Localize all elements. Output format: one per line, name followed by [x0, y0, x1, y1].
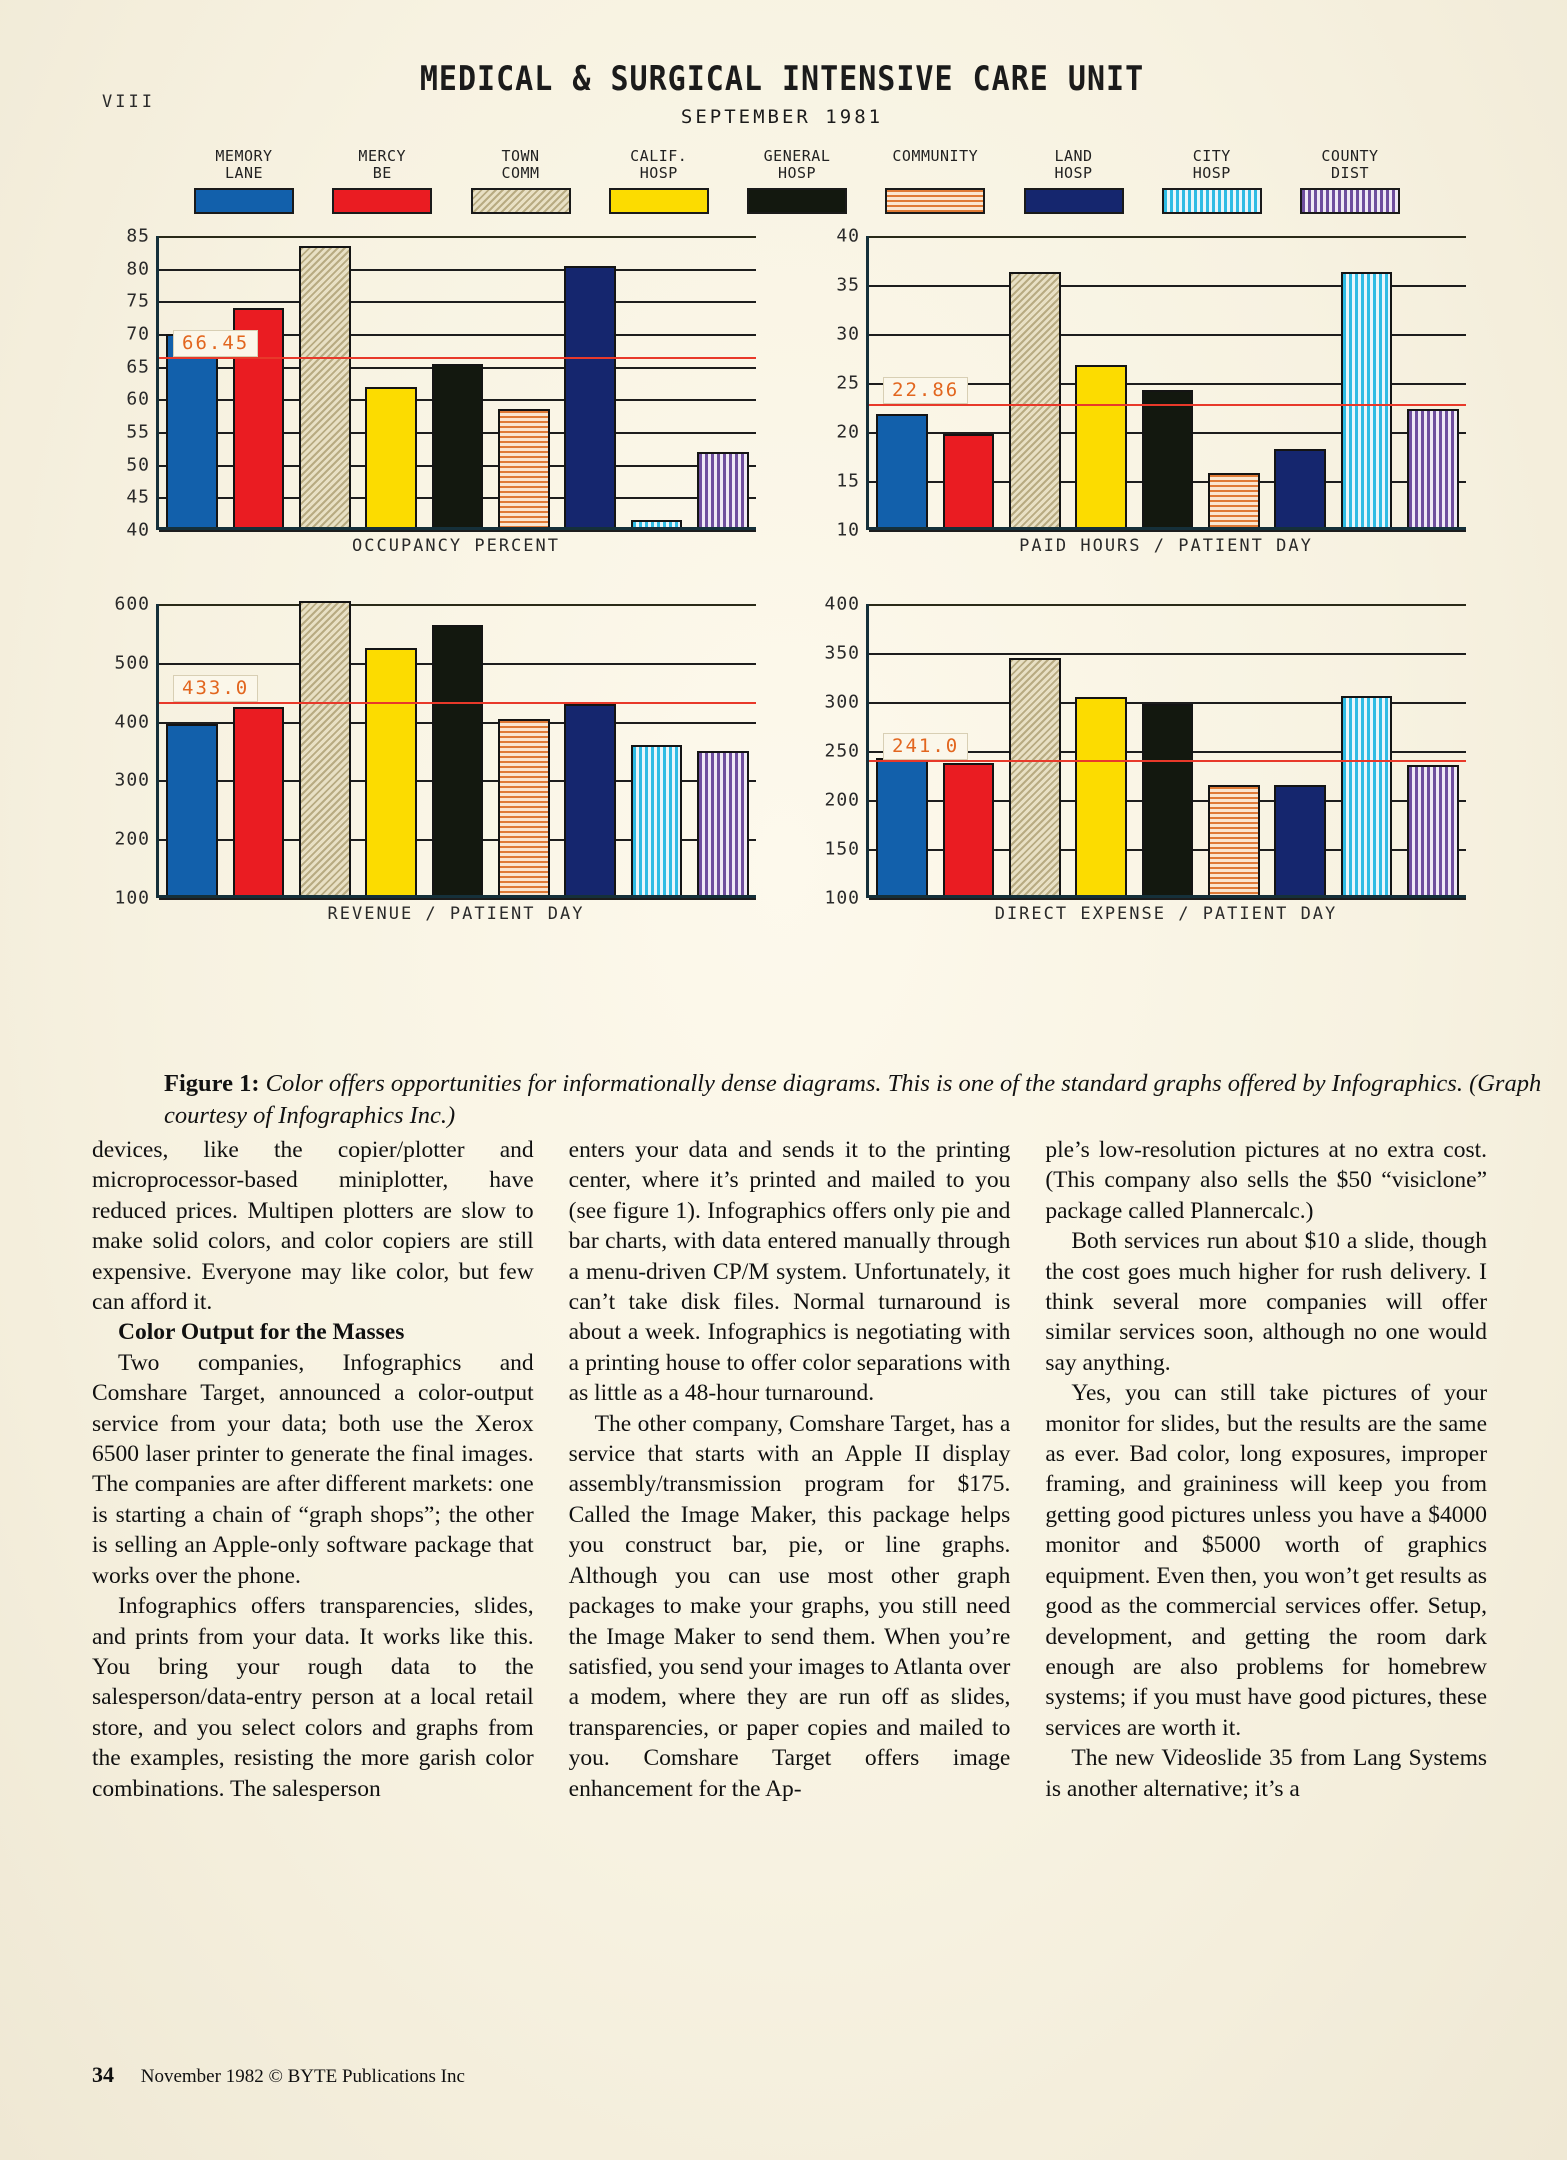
paragraph: The new Videoslide 35 from Lang Systems is another alternative; it’s a: [1045, 1745, 1488, 1802]
bar-slot: [1201, 604, 1267, 895]
bar-chart: [78, 225, 768, 586]
legend-item-sublabel: BE: [372, 164, 392, 182]
bar-slot: [557, 604, 623, 895]
bar: [1407, 409, 1459, 527]
article-column-3: [1045, 1135, 1487, 2025]
legend-item-label: MEMORY: [215, 147, 273, 165]
y-axis-tick-label: 15: [836, 470, 860, 492]
bar-chart: [78, 593, 768, 954]
bar: [564, 704, 616, 895]
bar: [1009, 658, 1061, 895]
y-axis-tick-label: 25: [836, 372, 860, 394]
paragraph: devices, like the copier/plotter and microprocessor-based miniplotter, have reduced prices. Multipen plotters are slow to make solid colors, and color copiers are still expensive. Everyone may like color, but few can afford it.: [92, 1137, 534, 1316]
gridline: [159, 898, 756, 900]
page-number: 34: [92, 2062, 114, 2087]
bar: [1341, 696, 1393, 895]
y-axis-tick-label: 200: [114, 828, 150, 850]
bar-slot: [292, 604, 358, 895]
y-axis: [788, 225, 866, 541]
bar-slot: [358, 236, 424, 527]
y-axis: [78, 593, 156, 909]
y-axis-tick-label: 100: [824, 887, 860, 909]
bar: [631, 745, 683, 895]
plot-area: [156, 236, 756, 530]
article-column-1: [92, 1135, 534, 2025]
bar: [498, 409, 550, 527]
plot-subtitle: SEPTEMBER 1981: [680, 106, 884, 128]
bar: [299, 246, 351, 527]
legend-item-label: CITY: [1192, 147, 1231, 165]
legend-item-sublabel: [873, 165, 997, 182]
paragraph: enters your data and sends it to the printing center, where it’s printed and mailed to you (see figure 1). Infographics offers only pie and bar charts, with data entered manually through a menu-driven CP/M system. Unfortunately, it can’t take disk files. Normal turnaround is about a week. Infographics is negotiating with a printing house to offer color separations with as little as a 48-hour turnaround.: [568, 1137, 1011, 1407]
bar-slot: [358, 604, 424, 895]
y-axis-tick-label: 500: [114, 652, 150, 674]
bar: [166, 334, 218, 527]
y-axis-tick-label: 250: [824, 740, 860, 762]
legend-item: [735, 148, 859, 214]
bar-slot: [1134, 236, 1200, 527]
bar-series: [159, 236, 756, 527]
y-axis-tick-label: 45: [126, 486, 150, 508]
reference-line: [159, 702, 756, 704]
bar-slot: [1068, 604, 1134, 895]
legend-color-swatch: [885, 188, 985, 214]
bar: [1341, 272, 1393, 527]
chart-grid: [72, 225, 1492, 976]
legend-item-sublabel: HOSP: [639, 164, 678, 182]
bar: [876, 758, 928, 895]
bar: [1075, 697, 1127, 895]
bar: [498, 719, 550, 895]
legend-color-swatch: [1300, 188, 1400, 214]
legend-color-swatch: [609, 188, 709, 214]
bar-slot: [491, 604, 557, 895]
gridline: [869, 530, 1466, 532]
bar-slot: [424, 604, 490, 895]
bar-slot: [1134, 604, 1200, 895]
legend-item-sublabel: LANE: [224, 164, 264, 182]
bar-chart: [788, 593, 1478, 954]
bar: [1208, 785, 1260, 895]
legend-color-swatch: [1024, 188, 1124, 214]
y-axis-tick-label: 40: [126, 519, 150, 541]
legend-item: [1012, 148, 1136, 214]
figure-1: [72, 40, 1542, 1129]
bar-slot: [491, 236, 557, 527]
legend-item: [320, 148, 444, 214]
bar-slot: [623, 236, 689, 527]
reference-line: [159, 357, 756, 359]
bar: [1142, 390, 1194, 527]
article-body: [92, 1135, 1487, 2025]
bar: [697, 452, 749, 527]
legend-item-sublabel: HOSP: [1192, 164, 1231, 182]
legend-item-label: TOWN: [501, 147, 540, 165]
y-axis: [78, 225, 156, 541]
x-axis-label: REVENUE / PATIENT DAY: [327, 904, 585, 924]
reference-line-label: 22.86: [883, 377, 968, 404]
bar-slot: [1333, 604, 1399, 895]
y-axis-tick-label: 350: [824, 642, 860, 664]
bar: [365, 648, 417, 895]
x-axis-label: PAID HOURS / PATIENT DAY: [1019, 536, 1313, 556]
bar: [432, 364, 484, 527]
legend-item-label: MERCY: [358, 147, 407, 165]
bar-slot: [292, 236, 358, 527]
article-column-2: [569, 1135, 1011, 2025]
y-axis-tick-label: 30: [836, 323, 860, 345]
plot-roman-numeral: VIII: [102, 92, 155, 112]
y-axis-tick-label: 400: [824, 593, 860, 615]
bar: [943, 434, 995, 527]
bar-slot: [690, 604, 756, 895]
bar-slot: [557, 236, 623, 527]
paragraph: ple’s low-resolution pictures at no extra cost. (This company also sells the $50 “visiclone” package called Plannercalc.): [1045, 1137, 1488, 1224]
bar: [432, 625, 484, 895]
figure-caption-label: Figure 1:: [164, 1070, 260, 1097]
figure-caption: [164, 1068, 1559, 1132]
y-axis-tick-label: 60: [126, 388, 150, 410]
legend-item: [873, 148, 997, 214]
legend-color-swatch: [194, 188, 294, 214]
bar-slot: [1400, 236, 1466, 527]
gridline: [159, 530, 756, 532]
article-subheading: Color Output for the Masses: [118, 1319, 405, 1346]
y-axis-tick-label: 20: [836, 421, 860, 443]
bar: [1208, 473, 1260, 527]
bar: [1142, 704, 1194, 895]
bar-slot: [1400, 604, 1466, 895]
reference-line-label: 66.45: [173, 330, 258, 357]
chart-legend: [182, 148, 1412, 214]
bar-slot: [1201, 236, 1267, 527]
legend-item-label: COMMUNITY: [892, 147, 979, 165]
legend-item: [1288, 148, 1412, 214]
bar: [1009, 272, 1061, 527]
bar: [631, 520, 683, 527]
gridline: [869, 898, 1466, 900]
bar: [233, 707, 285, 895]
reference-line: [869, 760, 1466, 762]
legend-item: [597, 148, 721, 214]
bar: [1075, 365, 1127, 527]
y-axis-tick-label: 80: [126, 258, 150, 280]
legend-color-swatch: [747, 188, 847, 214]
plot-title: MEDICAL & SURGICAL INTENSIVE CARE UNIT: [419, 59, 1145, 100]
reference-line-label: 433.0: [173, 675, 258, 702]
y-axis-tick-label: 50: [126, 454, 150, 476]
bar-slot: [1002, 236, 1068, 527]
x-axis-label: OCCUPANCY PERCENT: [352, 536, 560, 556]
plot-area: [156, 604, 756, 898]
y-axis-tick-label: 400: [114, 711, 150, 733]
y-axis-tick-label: 65: [126, 356, 150, 378]
legend-item-sublabel: DIST: [1330, 164, 1370, 182]
paragraph: Both services run about $10 a slide, though the cost goes much higher for rush delivery. I think several more companies will offer similar services soon, although no one would say anything.: [1045, 1228, 1488, 1376]
y-axis-tick-label: 200: [824, 789, 860, 811]
reference-line-label: 241.0: [883, 733, 968, 760]
y-axis: [788, 593, 866, 909]
y-axis-tick-label: 40: [836, 225, 860, 247]
plot-header: [72, 40, 1492, 160]
bar-slot: [690, 236, 756, 527]
bar-slot: [1267, 236, 1333, 527]
y-axis-tick-label: 600: [114, 593, 150, 615]
y-axis-tick-label: 100: [114, 887, 150, 909]
paragraph: Yes, you can still take pictures of your monitor for slides, but the results are the same as ever. Bad color, long exposures, improper framing, and graininess will keep you from getting good pictures unless you have a $4000 monitor and $5000 worth of graphics equipment. Even then, you won’t get results as good as the commercial services offer. Setup, development, and getting the room dark enough are also problems for homebrew systems; if you must have good pictures, these services are worth it.: [1045, 1380, 1488, 1741]
legend-item-sublabel: HOSP: [777, 164, 817, 182]
bar-slot: [1002, 604, 1068, 895]
legend-item-label: LAND: [1054, 147, 1093, 165]
bar: [1274, 785, 1326, 895]
bar-slot: [623, 604, 689, 895]
legend-color-swatch: [332, 188, 432, 214]
legend-item: [1150, 148, 1274, 214]
bar: [166, 724, 218, 895]
bar: [1274, 449, 1326, 527]
y-axis-tick-label: 75: [126, 290, 150, 312]
x-axis-label: DIRECT EXPENSE / PATIENT DAY: [994, 904, 1338, 924]
legend-item-label: CALIF.: [630, 147, 688, 165]
legend-item-sublabel: COMM: [501, 164, 540, 182]
legend-item: [459, 148, 583, 214]
plot-area: [866, 236, 1466, 530]
plot-area: [866, 604, 1466, 898]
bar-slot: [1333, 236, 1399, 527]
y-axis-tick-label: 300: [114, 769, 150, 791]
bar: [299, 601, 351, 895]
bar: [697, 751, 749, 895]
y-axis-tick-label: 70: [126, 323, 150, 345]
paragraph: The other company, Comshare Target, has a service that starts with an Apple II display assembly/transmission program for $175. Called the Image Maker, this package helps you construct bar, pie, or line graphs. Although you can use most other graph packages to make your graphs, you still need the Image Maker to send them. When you’re satisfied, you send your images to Atlanta over a modem, where they are run off as slides, transparencies, or paper copies and mailed to you. Comshare Target offers image enhancement for the Ap-: [568, 1410, 1011, 1802]
bar: [564, 266, 616, 527]
bar-slot: [424, 236, 490, 527]
bar: [1407, 765, 1459, 895]
y-axis-tick-label: 55: [126, 421, 150, 443]
y-axis-tick-label: 10: [836, 519, 860, 541]
legend-item-sublabel: HOSP: [1054, 164, 1093, 182]
bar-slot: [1068, 236, 1134, 527]
footer-imprint: November 1982 © BYTE Publications Inc: [140, 2066, 465, 2087]
bar: [876, 414, 928, 527]
bar-chart: [788, 225, 1478, 586]
legend-color-swatch: [471, 188, 571, 214]
bar-slot: [159, 604, 225, 895]
y-axis-tick-label: 35: [836, 274, 860, 296]
page-footer: [92, 2062, 465, 2088]
y-axis-tick-label: 150: [824, 838, 860, 860]
bar-slot: [225, 236, 291, 527]
figure-caption-text: Color offers opportunities for informationally dense diagrams. This is one of the standard graphs offered by Infographics. (Graph courtesy of Infographics Inc.): [164, 1070, 1542, 1129]
bar-slot: [1267, 604, 1333, 895]
legend-color-swatch: [1162, 188, 1262, 214]
paragraph: Two companies, Infographics and Comshare Target, announced a color-output service from your data; both use the Xerox 6500 laser printer to generate the final images. The companies are after different markets: one is starting a chain of “graph shops”; the other is selling an Apple-only software package that works over the phone.: [92, 1349, 534, 1589]
legend-item: [182, 148, 306, 214]
legend-item-label: COUNTY: [1321, 147, 1379, 165]
y-axis-tick-label: 85: [126, 225, 150, 247]
bar: [943, 763, 995, 895]
reference-line: [869, 404, 1466, 406]
y-axis-tick-label: 300: [824, 691, 860, 713]
legend-item-label: GENERAL: [763, 147, 831, 165]
bar-series: [159, 604, 756, 895]
bar-slot: [225, 604, 291, 895]
paragraph: Infographics offers transparencies, slides, and prints from your data. It works like this. You bring your rough data to the salesperson/data-entry person at a local retail store, and you select colors and graphs from the examples, resisting the more garish color combinations. The salesperson: [92, 1593, 534, 1802]
bar: [365, 387, 417, 527]
bar-slot: [159, 236, 225, 527]
